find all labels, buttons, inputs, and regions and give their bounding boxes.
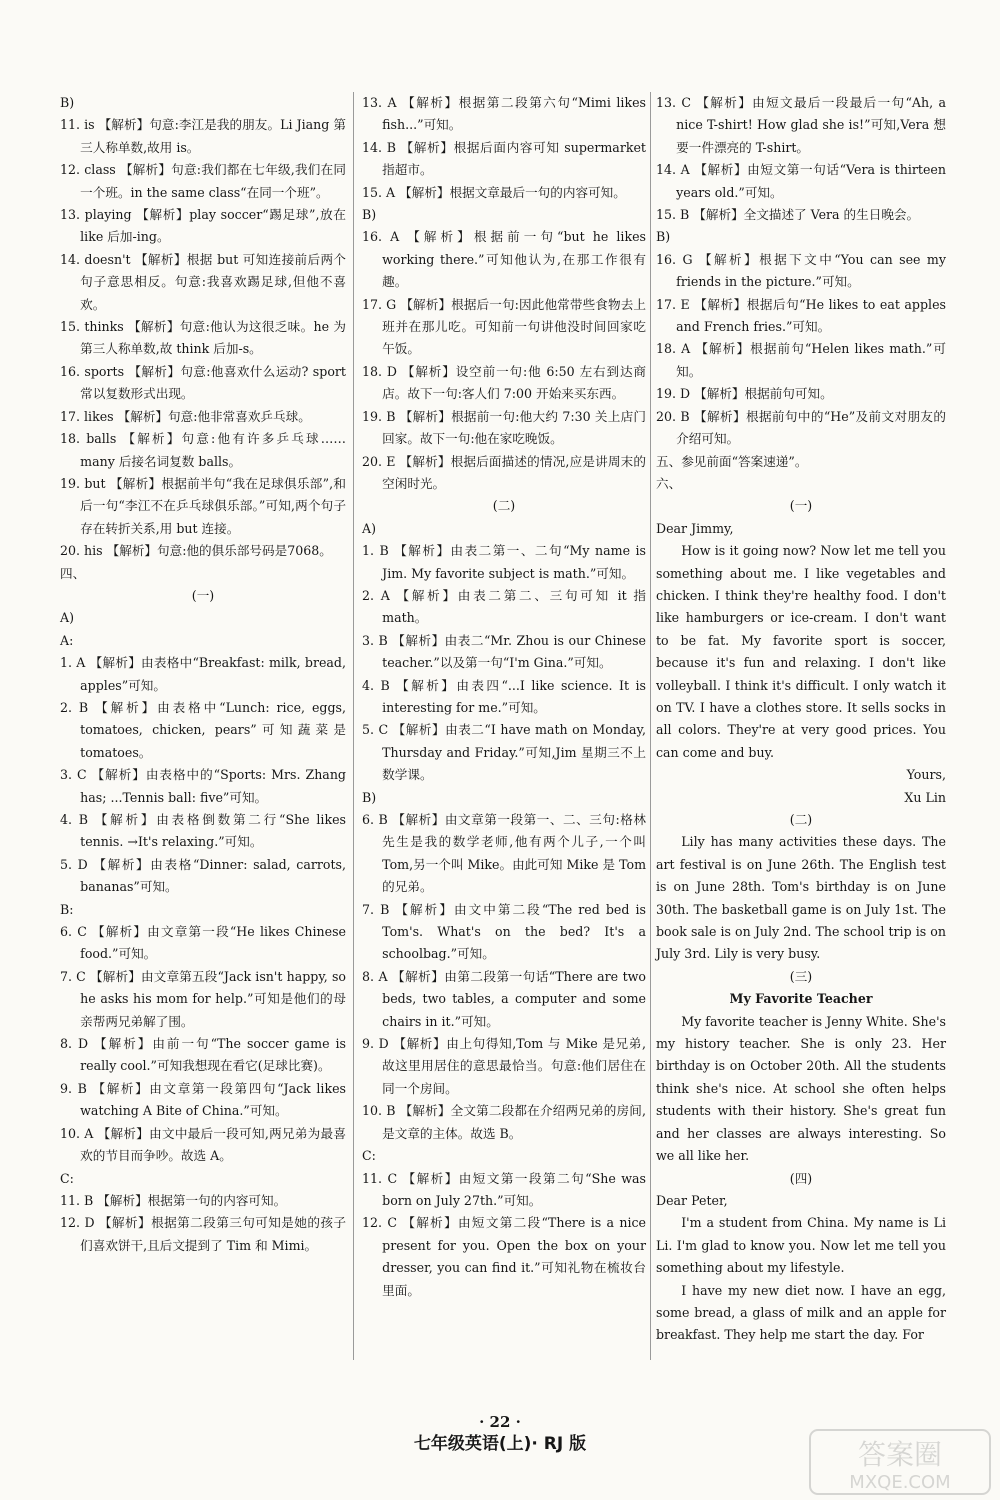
answer-item: 13. playing 【解析】play soccer“踢足球”,放在 like 后加-ing。 [60,207,346,245]
answer-item: 8. A 【解析】由第二段第一句话“There are two beds, two tables, a computer and some chairs in it.”可知。 [362,968,646,1029]
answer-item: 12. C 【解析】由短文第二段“There is a nice present for you. Open the box on your dresser, you can find it.”可知礼物在梳妆台里面。 [362,1215,646,1298]
section-label: 六、 [656,475,682,491]
answer-item: 17. G 【解析】根据后一句:因此他常带些食物去上班并在那儿吃。可知前一句讲他没时间回家吃午饭。 [362,296,646,357]
answer-item: 10. A 【解析】由文中最后一段可知,两兄弟为最喜欢的节目而争吵。故选 A。 [60,1125,346,1164]
answer-item: 17. likes 【解析】句意:他非常喜欢乒乓球。 [60,408,311,424]
answer-item: 7. B 【解析】由文中第二段“The red bed is Tom's. What's on the bed? It's a schoolbag.”可知。 [362,901,646,962]
essay-paragraph: I'm a student from China. My name is Li Li. I'm glad to know you. Now let me tell you something about my lifestyle. [656,1215,946,1276]
section-label: (一) [789,498,813,514]
answer-item: 18. balls 【解析】句意:他有许多乒乓球…… many 后接名词复数 balls。 [60,431,346,469]
answer-item: 9. B 【解析】由文章第一段第四句“Jack likes watching A Bite of China.”可知。 [60,1080,346,1119]
page-number: · 22 · [479,1413,521,1431]
answer-item: 11. B 【解析】根据第一句的内容可知。 [60,1192,287,1208]
answer-item: 13. C 【解析】由短文最后一段最后一句“Ah, a nice T-shirt! How glad she is!”可知,Vera 想要一件漂亮的 T-shirt。 [656,95,946,155]
answer-item: 20. B 【解析】根据前句中的“He”及前文对朋友的介绍可知。 [656,408,946,447]
answer-item: 12. class 【解析】句意:我们都在七年级,我们在同一个班。in the same class“在同一个班”。 [60,162,346,200]
answer-item: 16. sports 【解析】句意:他喜欢什么运动? sport 常以复数形式出现。 [60,363,346,402]
answer-item: 11. is 【解析】句意:李江是我的朋友。Li Jiang 第三人称单数,故用 is。 [60,117,346,155]
essay-paragraph: How is it going now? Now let me tell you something about me. I like vegetables and chicken. I think they're healthy food. I don't like hamburgers or ice-cream. I don't want to be fat. My favorite sport is soccer, because it's fun and relaxing. I don't like volleyball. I think it's difficult. I only watch it on TV. I have a clothes store. It sells socks in all colors. They're at very good prices. You can come and buy. [656,543,946,760]
answer-item: 1. A 【解析】由表格中“Breakfast: milk, bread, apples”可知。 [60,655,346,693]
answer-item: 3. B 【解析】由表二“Mr. Zhou is our Chinese teacher.”以及第一句“I'm Gina.”可知。 [362,632,646,671]
answer-item: 9. D 【解析】由上句得知,Tom 与 Mike 是兄弟,故这里用居住的意思最恰当。句意:他们居住在同一个房间。 [362,1036,646,1096]
section-label: (三) [789,968,813,984]
answer-item: 14. doesn't 【解析】根据 but 可知连接前后两个句子意思相反。句意:我喜欢踢足球,但他不喜欢。 [60,251,346,312]
answer-item: 19. D 【解析】根据前句可知。 [656,386,833,402]
section-label: My Favorite Teacher [729,991,873,1007]
book-title: 七年级英语(上)· RJ 版 [413,1434,587,1454]
column-divider [353,92,354,1360]
essay-paragraph: Lily has many activities these days. The art festival is on June 26th. The English test is on June 28th. Tom's birthday is on June 30th. The basketball game is on July 1st. The book sale is on July 2nd. The school trip is on July 3rd. Lily is very busy. [656,834,946,962]
essay-paragraph: My favorite teacher is Jenny White. She's my history teacher. She is only 23. Her birthday is on October 20th. All the students think she's nice. At school she often helps students with their history. She's great fun and her classes are always interesting. So we all like her. [656,1013,946,1164]
answer-item: 11. C 【解析】由短文第一段第二句“She was born on July 27th.”可知。 [362,1170,646,1208]
section-label: 四、 [60,565,86,581]
answer-item: 15. thinks 【解析】句意:他认为这很乏味。he 为第三人称单数,故 think 后加-s。 [60,319,346,357]
answer-item: 16. G 【解析】根据下文中“You can see my friends in the picture.”可知。 [656,251,946,290]
answer-item: 4. B 【解析】由表格倒数第二行“She likes tennis. →It's relaxing.”可知。 [60,812,346,850]
section-label: (二) [492,498,516,514]
section-label: B) [362,789,377,805]
answer-item: 2. B 【解析】由表格中“Lunch: rice, eggs, tomatoes, chicken, pears”可知蔬菜是 tomatoes。 [60,699,346,760]
section-label: Xu Lin [904,789,946,805]
section-label: Dear Peter, [656,1192,728,1208]
section-label: C: [362,1148,376,1164]
essay-paragraph: I have my new diet now. I have an egg, some bread, a glass of milk and an apple for breakfast. They help me start the day. For [656,1282,946,1343]
watermark-logo-icon [808,1428,992,1496]
answer-item: 6. C 【解析】由文章第一段“He likes Chinese food.”可知。 [60,924,346,962]
answer-item: 13. A 【解析】根据第二段第六句“Mimi likes fish...”可知。 [362,95,646,133]
answer-item: 19. but 【解析】根据前半句“我在足球俱乐部”,和后一句“李江不在乒乓球俱乐部。”可知,两个句子存在转折关系,用 but 连接。 [60,475,346,536]
answer-column-1 [60,92,346,1257]
answer-item: 15. B 【解析】全文描述了 Vera 的生日晚会。 [656,207,920,223]
section-label: (一) [191,587,215,603]
answer-item: 14. A 【解析】由短文第一句话“Vera is thirteen years old.”可知。 [656,162,946,200]
section-label: A: [60,632,74,648]
answer-item: 17. E 【解析】根据后句“He likes to eat apples and French fries.”可知。 [656,296,946,335]
section-label: (四) [789,1170,813,1186]
section-label: A) [60,610,75,626]
answer-column-2 [362,92,646,1302]
answer-column-3 [656,92,946,1347]
answer-item: 1. B 【解析】由表二第一、二句“My name is Jim. My favorite subject is math.”可知。 [362,543,646,581]
watermark-text: 答案圈 [857,1438,943,1471]
answer-item: 16. A 【解析】根据前一句“but he likes working there.”可知他认为,在那工作很有趣。 [362,229,646,290]
answer-item: 2. A 【解析】由表二第二、三句可知 it 指 math。 [362,587,646,626]
answer-item: 6. B 【解析】由文章第一段第一、二、三句:格林先生是我的数学老师,他有两个儿子,一个叫 Tom,另一个叫 Mike。由此可知 Mike 是 Tom 的兄弟。 [362,812,647,895]
answer-item: 18. A 【解析】根据前句“Helen likes math.”可知。 [656,341,946,379]
answer-item: 7. C 【解析】由文章第五段“Jack isn't happy, so he asks his mom for help.”可知是他们的母亲帮两兄弟解了围。 [60,968,346,1029]
answer-item: 5. C 【解析】由表二“I have math on Monday, Thursday and Friday.”可知,Jim 星期三不上数学课。 [362,722,646,783]
answer-item: 10. B 【解析】全文第二段都在介绍两兄弟的房间,是文章的主体。故选 B。 [362,1103,646,1141]
section-label: Yours, [906,767,946,783]
answer-item: 19. B 【解析】根据前一句:他大约 7:30 关上店门回家。故下一句:他在家吃晚饭。 [362,408,646,447]
answer-item: 20. E 【解析】根据后面描述的情况,应是讲周末的空闲时光。 [362,453,646,491]
section-label: C: [60,1170,74,1186]
section-label: B) [60,95,75,110]
section-label: A) [362,520,377,536]
section-label: B) [656,229,671,245]
answer-item: 8. D 【解析】由前一句“The soccer game is really cool.”可知我想现在看它(足球比赛)。 [60,1036,346,1074]
answer-item: 20. his 【解析】句意:他的俱乐部号码是7068。 [60,543,332,559]
section-label: 五、参见前面“答案速递”。 [656,453,808,469]
answer-item: 4. B 【解析】由表四“...I like science. It is interesting for me.”可知。 [362,677,646,715]
answer-item: 18. D 【解析】设空前一句:他 6:50 左右到达商店。故下一句:客人们 7:00 开始来买东西。 [362,363,646,402]
answer-item: 3. C 【解析】由表格中的“Sports: Mrs. Zhang has; ...Tennis ball: five”可知。 [60,767,346,805]
watermark-url: MXQE.COM [849,1472,951,1493]
column-divider [650,92,651,1360]
section-label: (二) [789,812,813,827]
answer-item: 15. A 【解析】根据文章最后一句的内容可知。 [362,184,626,200]
answer-item: 12. D 【解析】根据第二段第三句可知是她的孩子们喜欢饼干,且后文提到了 Tim 和 Mimi。 [60,1215,346,1253]
section-label: B: [60,901,74,917]
section-label: B) [362,207,377,223]
answer-item: 14. B 【解析】根据后面内容可知 supermarket 指超市。 [362,139,646,178]
answer-item: 5. D 【解析】由表格“Dinner: salad, carrots, bananas”可知。 [60,856,346,895]
section-label: Dear Jimmy, [656,520,734,536]
